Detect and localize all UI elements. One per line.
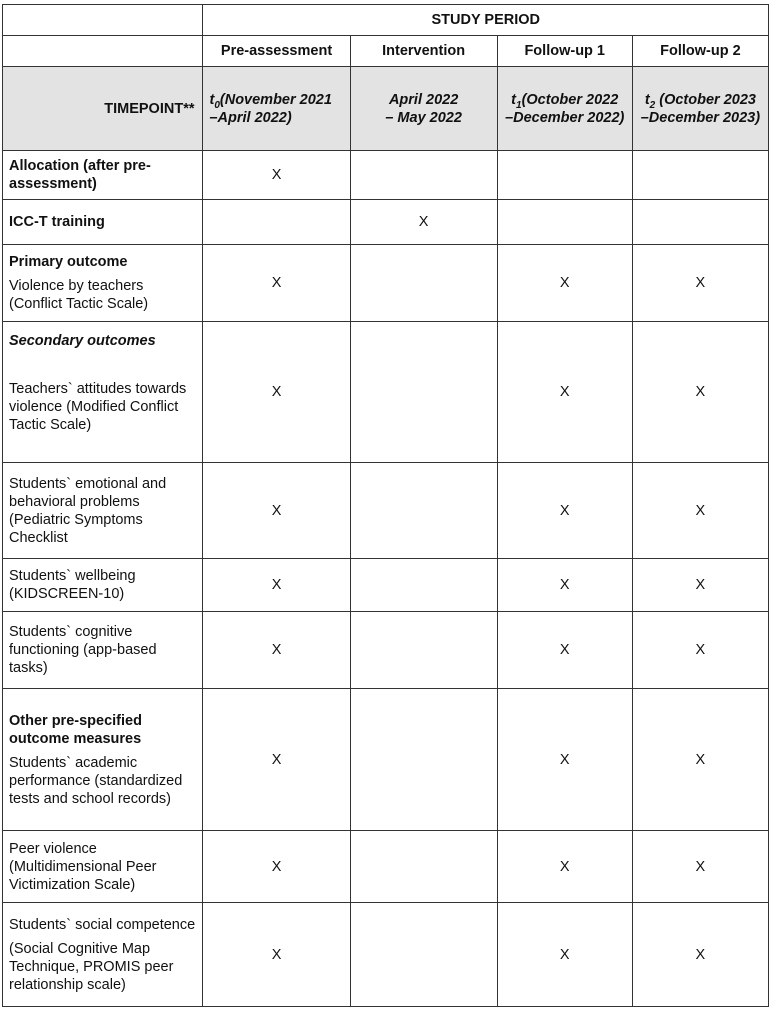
mark-cell xyxy=(350,559,497,612)
row-label-students-wellbeing: Students` wellbeing (KIDSCREEN-10) xyxy=(3,559,203,612)
timepoint-t0: $t_0(November$ 2021 –April 2022) xyxy=(203,67,350,151)
mark-cell: X xyxy=(632,559,768,612)
mark-cell xyxy=(632,151,768,200)
mark-cell: X xyxy=(203,245,350,322)
row-label-students-cognitive: Students` cognitive functioning (app-based tasks) xyxy=(3,612,203,689)
timepoint-t1: $t_1(October$ 2022 –December 2022) xyxy=(497,67,632,151)
row-label-other-prespecified xyxy=(3,689,203,831)
timepoint-intervention: April 2022 – May 2022 xyxy=(350,67,497,151)
mark-cell: X xyxy=(203,463,350,559)
timepoint-row xyxy=(3,67,769,151)
row-label-secondary-outcomes xyxy=(3,322,203,463)
mark-cell xyxy=(350,689,497,831)
row-label-students-emotional: Students` emotional and behavioral problems (Pediatric Symptoms Checklist xyxy=(3,463,203,559)
timepoint-label: TIMEPOINT** xyxy=(3,67,203,151)
mark-cell: X xyxy=(632,831,768,903)
table-row xyxy=(3,559,769,612)
mark-cell xyxy=(350,463,497,559)
row-label-social-competence xyxy=(3,903,203,1007)
timepoint-t2: $t_2$ (October 2023 –December 2023) xyxy=(632,67,768,151)
mark-cell xyxy=(497,151,632,200)
mark-cell xyxy=(632,200,768,245)
table-row xyxy=(3,831,769,903)
row-label-social-measures: (Social Cognitive Map Technique, PROMIS peer relationship scale) xyxy=(9,940,174,993)
mark-cell: X xyxy=(497,689,632,831)
study-period-header: STUDY PERIOD xyxy=(203,5,769,36)
mark-cell xyxy=(350,903,497,1007)
mark-cell: X xyxy=(203,151,350,200)
table-row xyxy=(3,463,769,559)
table-row xyxy=(3,245,769,322)
mark-cell xyxy=(350,151,497,200)
mark-cell: X xyxy=(203,689,350,831)
mark-cell: X xyxy=(497,245,632,322)
mark-cell: X xyxy=(632,612,768,689)
mark-cell xyxy=(350,612,497,689)
mark-cell: X xyxy=(632,689,768,831)
table-row xyxy=(3,689,769,831)
mark-cell xyxy=(350,245,497,322)
row-label-students-social: Students` social competence xyxy=(9,916,196,933)
mark-cell: X xyxy=(203,322,350,463)
table-row xyxy=(3,903,769,1007)
mark-cell: X xyxy=(632,903,768,1007)
phase-header-row xyxy=(3,36,769,67)
row-label-allocation: Allocation (after pre-assessment) xyxy=(3,151,203,200)
study-period-row xyxy=(3,5,769,36)
row-label-violence-by-teachers: Violence by teachers (Conflict Tactic Scale) xyxy=(9,278,149,312)
mark-cell xyxy=(350,831,497,903)
mark-cell: X xyxy=(497,463,632,559)
spirit-schedule-table xyxy=(2,4,769,1007)
mark-cell: X xyxy=(497,903,632,1007)
section-heading-primary: Primary outcome xyxy=(9,254,128,270)
column-pre-assessment: Pre-assessment xyxy=(203,36,350,67)
mark-cell: X xyxy=(203,903,350,1007)
mark-cell xyxy=(497,200,632,245)
row-label-teachers-attitudes: Teachers` attitudes towards violence (Modified Conflict Tactic Scale) xyxy=(9,381,187,433)
section-heading-secondary: Secondary outcomes xyxy=(9,333,156,349)
mark-cell: X xyxy=(350,200,497,245)
mark-cell: X xyxy=(632,322,768,463)
section-heading-other: Other pre-specified outcome measures xyxy=(9,712,142,747)
mark-cell: X xyxy=(497,831,632,903)
row-label-peer-violence: Peer violence (Multidimensional Peer Victimization Scale) xyxy=(3,831,203,903)
column-follow-up-2: Follow-up 2 xyxy=(632,36,768,67)
table-row xyxy=(3,322,769,463)
mark-cell: X xyxy=(497,559,632,612)
mark-cell: X xyxy=(497,612,632,689)
mark-cell: X xyxy=(203,559,350,612)
row-label-primary-outcome xyxy=(3,245,203,322)
row-label-icc-t-training: ICC-T training xyxy=(3,200,203,245)
empty-corner-cell xyxy=(3,5,203,36)
mark-cell: X xyxy=(632,463,768,559)
mark-cell: X xyxy=(632,245,768,322)
column-follow-up-1: Follow-up 1 xyxy=(497,36,632,67)
table-row xyxy=(3,200,769,245)
column-intervention: Intervention xyxy=(350,36,497,67)
row-label-academic-performance: Students` academic performance (standardized tests and school records) xyxy=(9,754,183,807)
empty-phase-corner-cell xyxy=(3,36,203,67)
mark-cell xyxy=(350,322,497,463)
table-row xyxy=(3,612,769,689)
mark-cell: X xyxy=(203,612,350,689)
mark-cell xyxy=(203,200,350,245)
table-row xyxy=(3,151,769,200)
mark-cell: X xyxy=(497,322,632,463)
mark-cell: X xyxy=(203,831,350,903)
